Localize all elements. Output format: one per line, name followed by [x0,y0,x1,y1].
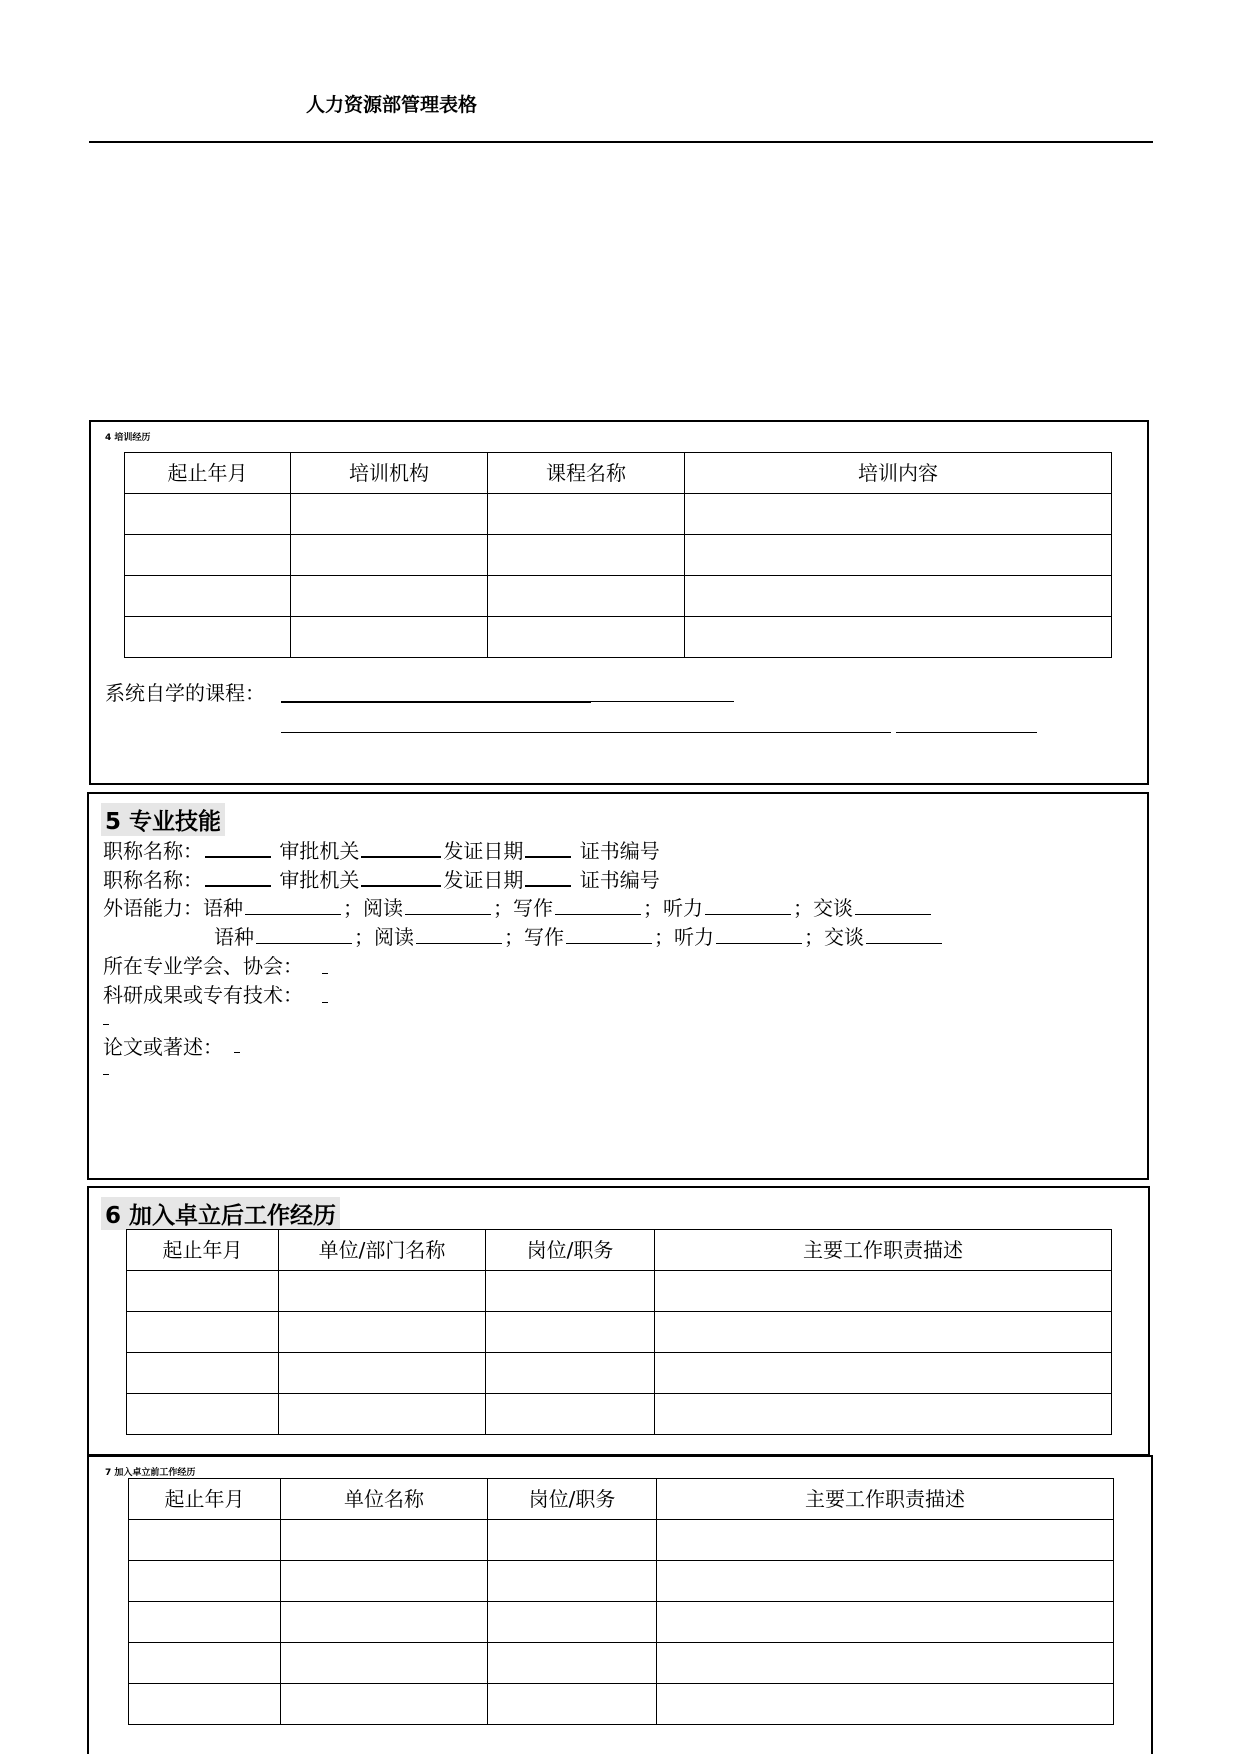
table-cell[interactable] [291,576,488,617]
title-row-1 [103,835,660,864]
listen-field[interactable] [716,942,802,944]
write-label: ；写作 [504,925,564,949]
table-header-row [125,453,1112,494]
write-field[interactable] [555,913,641,915]
table-cell[interactable] [281,1520,488,1561]
page-header-title: 人力资源部管理表格 [306,94,478,116]
table-cell[interactable] [657,1684,1114,1725]
section-work-before-title: 7 加入卓立前工作经历 [105,1468,196,1478]
issue-date-field[interactable] [525,884,571,887]
table-cell[interactable] [685,617,1112,658]
table-cell[interactable] [281,1684,488,1725]
table-cell[interactable] [125,494,291,535]
read-label: ；阅读 [354,925,414,949]
table-cell[interactable] [488,535,685,576]
papers-extra-line[interactable] [103,1074,109,1075]
table-cell[interactable] [279,1353,486,1394]
table-cell[interactable] [281,1602,488,1643]
table-cell[interactable] [488,1520,657,1561]
approval-label: 审批机关 [279,868,360,892]
table-cell[interactable] [486,1312,655,1353]
self-study-field-line-1b[interactable] [591,701,734,702]
table-cell[interactable] [488,576,685,617]
table-row [129,1520,1114,1561]
table-cell[interactable] [488,1602,657,1643]
column-header: 岗位/职务 [488,1479,657,1520]
table-row [127,1312,1112,1353]
training-table [124,452,1112,658]
table-cell[interactable] [127,1394,279,1435]
issue-date-label: 发证日期 [443,868,524,892]
title-row-2 [103,864,660,893]
table-cell[interactable] [129,1561,281,1602]
language-row-2 [214,921,944,950]
table-cell[interactable] [291,617,488,658]
self-study-field-line-2b[interactable] [896,732,1037,733]
papers-field[interactable] [234,1052,240,1053]
table-cell[interactable] [125,535,291,576]
table-cell[interactable] [486,1353,655,1394]
read-field[interactable] [416,942,502,944]
table-cell[interactable] [291,494,488,535]
self-study-field-line-1[interactable] [281,701,591,703]
table-cell[interactable] [655,1353,1112,1394]
column-header: 主要工作职责描述 [655,1230,1112,1271]
read-label: ；阅读 [343,896,403,920]
write-field[interactable] [566,942,652,944]
section-skills-title: 5 专业技能 [101,803,225,836]
work-before-table [128,1478,1114,1725]
work-after-table [126,1229,1112,1435]
table-row [125,535,1112,576]
table-cell[interactable] [657,1561,1114,1602]
table-cell[interactable] [129,1520,281,1561]
column-header: 起止年月 [125,453,291,494]
column-header: 起止年月 [129,1479,281,1520]
lang-type-field[interactable] [256,942,352,944]
table-cell[interactable] [127,1353,279,1394]
lang-type-label: 语种 [203,896,243,920]
table-cell[interactable] [125,576,291,617]
lang-type-label: 语种 [214,925,254,949]
self-study-label: 系统自学的课程： [105,681,265,705]
title-name-field[interactable] [205,855,271,858]
listen-label: ；听力 [643,896,703,920]
column-header: 课程名称 [488,453,685,494]
column-header: 岗位/职务 [486,1230,655,1271]
cert-no-label: 证书编号 [579,839,660,863]
table-cell[interactable] [279,1312,486,1353]
section-work-after-title: 6 加入卓立后工作经历 [101,1197,340,1230]
listen-field[interactable] [705,913,791,915]
table-cell[interactable] [657,1520,1114,1561]
table-cell[interactable] [281,1643,488,1684]
approval-field[interactable] [361,855,441,858]
issue-date-label: 发证日期 [443,839,524,863]
table-cell[interactable] [488,1684,657,1725]
lang-type-field[interactable] [245,913,341,915]
language-row-1 [103,892,933,921]
table-row [125,494,1112,535]
write-label: ；写作 [493,896,553,920]
table-cell[interactable] [125,617,291,658]
approval-label: 审批机关 [279,839,360,863]
table-cell[interactable] [281,1561,488,1602]
table-cell[interactable] [486,1271,655,1312]
table-row [129,1561,1114,1602]
table-cell[interactable] [488,617,685,658]
column-header: 培训机构 [291,453,488,494]
table-row [127,1353,1112,1394]
table-cell[interactable] [488,494,685,535]
column-header: 起止年月 [127,1230,279,1271]
society-field[interactable] [322,973,328,974]
table-row [129,1684,1114,1725]
table-cell[interactable] [657,1602,1114,1643]
table-cell[interactable] [685,535,1112,576]
table-row [127,1271,1112,1312]
table-header-row [129,1479,1114,1520]
table-row [127,1394,1112,1435]
table-cell[interactable] [279,1271,486,1312]
table-cell[interactable] [655,1312,1112,1353]
language-label: 外语能力： [103,896,203,920]
header-divider [89,141,1153,143]
table-cell[interactable] [488,1643,657,1684]
table-header-row [127,1230,1112,1271]
table-cell[interactable] [486,1394,655,1435]
table-cell[interactable] [291,535,488,576]
column-header: 培训内容 [685,453,1112,494]
issue-date-field[interactable] [525,855,571,858]
table-cell[interactable] [657,1643,1114,1684]
column-header: 主要工作职责描述 [657,1479,1114,1520]
column-header: 单位/部门名称 [279,1230,486,1271]
table-cell[interactable] [127,1271,279,1312]
title-name-field[interactable] [205,884,271,887]
table-cell[interactable] [279,1394,486,1435]
society-label: 所在专业学会、协会： [103,954,303,978]
talk-field[interactable] [866,942,942,944]
table-row [129,1643,1114,1684]
research-extra-line[interactable] [103,1024,109,1025]
talk-label: ；交谈 [793,896,853,920]
research-field[interactable] [322,1002,328,1003]
table-row [125,576,1112,617]
column-header: 单位名称 [281,1479,488,1520]
cert-no-label: 证书编号 [579,868,660,892]
table-cell[interactable] [129,1643,281,1684]
table-cell[interactable] [129,1602,281,1643]
table-cell[interactable] [655,1271,1112,1312]
papers-label: 论文或著述： [103,1035,223,1059]
title-name-label: 职称名称： [103,868,203,892]
talk-label: ；交谈 [804,925,864,949]
table-cell[interactable] [488,1561,657,1602]
section-training-title: 4 培训经历 [105,433,151,443]
research-label: 科研成果或专有技术： [103,983,303,1007]
table-cell[interactable] [127,1312,279,1353]
table-cell[interactable] [685,494,1112,535]
self-study-field-line-2[interactable] [281,732,891,733]
table-cell[interactable] [685,576,1112,617]
approval-field[interactable] [361,884,441,887]
table-cell[interactable] [129,1684,281,1725]
title-name-label: 职称名称： [103,839,203,863]
table-row [125,617,1112,658]
table-row [129,1602,1114,1643]
listen-label: ；听力 [654,925,714,949]
table-cell[interactable] [655,1394,1112,1435]
read-field[interactable] [405,913,491,915]
talk-field[interactable] [855,913,931,915]
